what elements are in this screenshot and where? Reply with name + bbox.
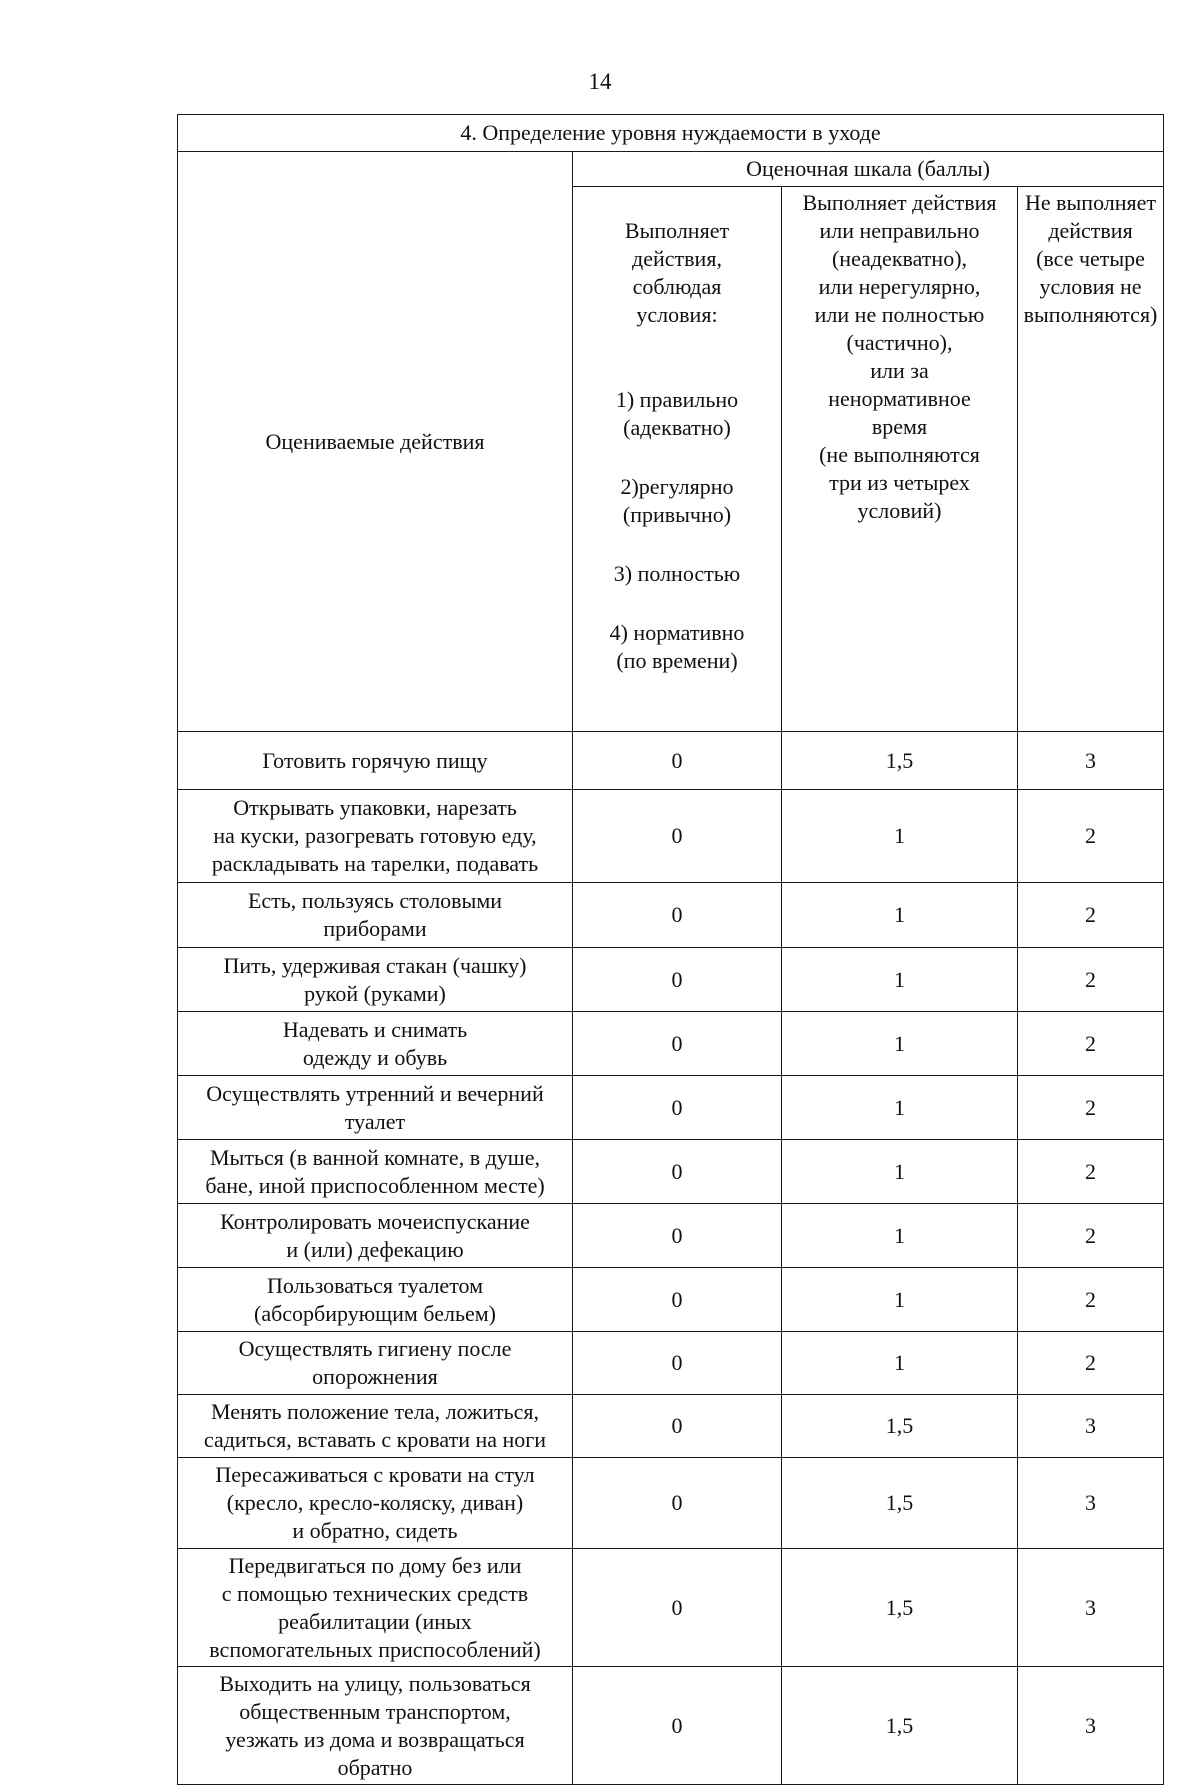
score-cell: 0 bbox=[573, 948, 782, 1012]
score-cell: 1,5 bbox=[782, 732, 1018, 790]
score-cell: 1 bbox=[782, 1140, 1018, 1204]
score-cell: 2 bbox=[1018, 1268, 1164, 1332]
score-cell: 1,5 bbox=[782, 1395, 1018, 1458]
criteria-partial-performance: Выполняет действия или неправильно (неадекватно), или нерегулярно, или не полностью (частично), или за ненормативное время (не выполняются три из четырех условий) bbox=[782, 187, 1018, 732]
table-row bbox=[178, 1140, 1164, 1204]
score-cell: 0 bbox=[573, 1012, 782, 1076]
actions-column-header: Оцениваемые действия bbox=[178, 152, 573, 732]
action-cell: Готовить горячую пищу bbox=[178, 732, 573, 790]
condition-item: 4) нормативно (по времени) bbox=[609, 620, 745, 673]
score-cell: 1 bbox=[782, 1268, 1018, 1332]
condition-item: 2)регулярно (привычно) bbox=[620, 474, 734, 527]
table-row bbox=[178, 948, 1164, 1012]
condition-item: 3) полностью bbox=[613, 561, 741, 586]
action-cell: Пить, удерживая стакан (чашку) рукой (руками) bbox=[178, 948, 573, 1012]
score-cell: 1 bbox=[782, 948, 1018, 1012]
table-row bbox=[178, 1076, 1164, 1140]
score-cell: 3 bbox=[1018, 1458, 1164, 1549]
action-cell: Осуществлять утренний и вечерний туалет bbox=[178, 1076, 573, 1140]
score-cell: 0 bbox=[573, 1458, 782, 1549]
score-cell: 2 bbox=[1018, 790, 1164, 883]
table-row bbox=[178, 732, 1164, 790]
table-row bbox=[178, 1332, 1164, 1395]
score-cell: 1,5 bbox=[782, 1667, 1018, 1785]
table-row bbox=[178, 1549, 1164, 1667]
score-cell: 1 bbox=[782, 1012, 1018, 1076]
table-title: 4. Определение уровня нуждаемости в уходе bbox=[178, 115, 1164, 152]
table-row bbox=[178, 1268, 1164, 1332]
score-cell: 2 bbox=[1018, 948, 1164, 1012]
table-row bbox=[178, 790, 1164, 883]
score-cell: 0 bbox=[573, 1268, 782, 1332]
score-cell: 1 bbox=[782, 1076, 1018, 1140]
score-cell: 0 bbox=[573, 1667, 782, 1785]
table-row bbox=[178, 883, 1164, 948]
score-cell: 1 bbox=[782, 1204, 1018, 1268]
score-cell: 2 bbox=[1018, 1332, 1164, 1395]
score-cell: 0 bbox=[573, 1332, 782, 1395]
action-cell: Открывать упаковки, нарезать на куски, разогревать готовую еду, раскладывать на тарелки, подавать bbox=[178, 790, 573, 883]
score-cell: 0 bbox=[573, 790, 782, 883]
criteria-conditions-list bbox=[577, 357, 777, 703]
score-cell: 2 bbox=[1018, 1012, 1164, 1076]
score-cell: 0 bbox=[573, 1076, 782, 1140]
action-cell: Пересаживаться с кровати на стул (кресло, кресло-коляску, диван) и обратно, сидеть bbox=[178, 1458, 573, 1549]
score-cell: 1,5 bbox=[782, 1458, 1018, 1549]
score-cell: 2 bbox=[1018, 1204, 1164, 1268]
score-cell: 2 bbox=[1018, 1140, 1164, 1204]
score-cell: 2 bbox=[1018, 1076, 1164, 1140]
table-row bbox=[178, 1458, 1164, 1549]
score-cell: 0 bbox=[573, 732, 782, 790]
score-cell: 3 bbox=[1018, 1395, 1164, 1458]
page-number: 14 bbox=[588, 69, 612, 94]
action-cell: Мыться (в ванной комнате, в душе, бане, иной приспособленном месте) bbox=[178, 1140, 573, 1204]
criteria-no-performance: Не выполняет действия (все четыре условия не выполняются) bbox=[1018, 187, 1164, 732]
action-cell: Контролировать мочеиспускание и (или) дефекацию bbox=[178, 1204, 573, 1268]
score-cell: 1 bbox=[782, 790, 1018, 883]
condition-item: 1) правильно (адекватно) bbox=[615, 387, 739, 440]
action-cell: Передвигаться по дому без или с помощью технических средств реабилитации (иных вспомогательных приспособлений) bbox=[178, 1549, 573, 1667]
score-cell: 2 bbox=[1018, 883, 1164, 948]
action-cell: Надевать и снимать одежду и обувь bbox=[178, 1012, 573, 1076]
score-cell: 3 bbox=[1018, 732, 1164, 790]
score-cell: 3 bbox=[1018, 1667, 1164, 1785]
care-needs-score-table bbox=[177, 114, 1164, 1785]
action-cell: Пользоваться туалетом (абсорбирующим бельем) bbox=[178, 1268, 573, 1332]
table-row bbox=[178, 1667, 1164, 1785]
criteria-full-intro: Выполняет действия, соблюдая условия: bbox=[624, 218, 730, 327]
action-cell: Осуществлять гигиену после опорожнения bbox=[178, 1332, 573, 1395]
score-cell: 0 bbox=[573, 1204, 782, 1268]
score-cell: 0 bbox=[573, 1395, 782, 1458]
score-cell: 0 bbox=[573, 883, 782, 948]
score-cell: 1 bbox=[782, 883, 1018, 948]
table-row bbox=[178, 1395, 1164, 1458]
score-cell: 0 bbox=[573, 1140, 782, 1204]
action-cell: Менять положение тела, ложиться, садиться, вставать с кровати на ноги bbox=[178, 1395, 573, 1458]
score-cell: 3 bbox=[1018, 1549, 1164, 1667]
score-cell: 1 bbox=[782, 1332, 1018, 1395]
table-row bbox=[178, 1204, 1164, 1268]
score-cell: 0 bbox=[573, 1549, 782, 1667]
criteria-full-performance bbox=[573, 187, 782, 732]
action-cell: Выходить на улицу, пользоваться общественным транспортом, уезжать из дома и возвращаться обратно bbox=[178, 1667, 573, 1785]
score-scale-header: Оценочная шкала (баллы) bbox=[573, 152, 1164, 187]
action-cell: Есть, пользуясь столовыми приборами bbox=[178, 883, 573, 948]
table-row bbox=[178, 1012, 1164, 1076]
score-cell: 1,5 bbox=[782, 1549, 1018, 1667]
